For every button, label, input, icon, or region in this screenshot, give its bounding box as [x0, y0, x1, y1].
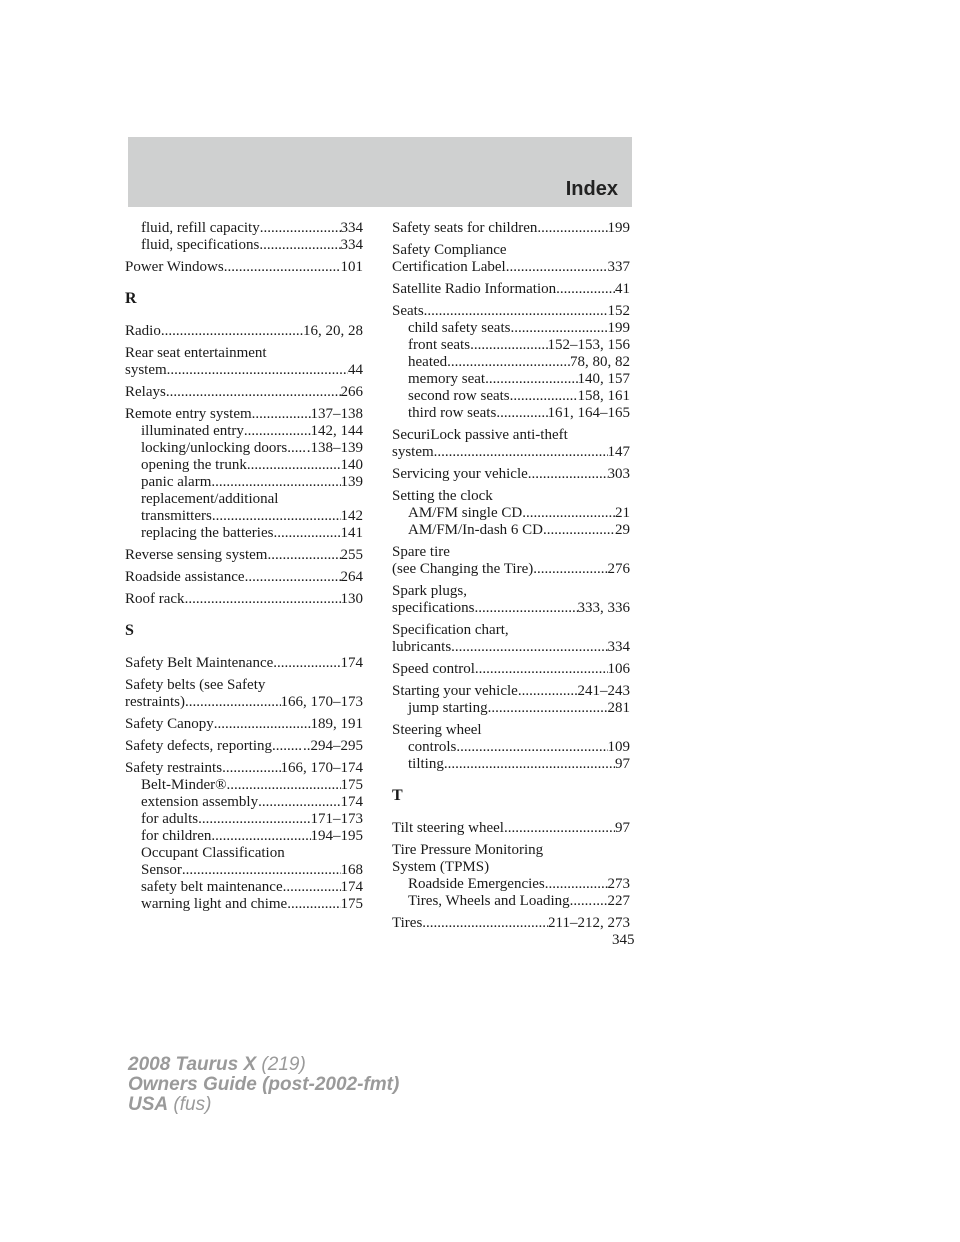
entry-page-ref: 174	[340, 655, 363, 671]
entry-page-ref: 174	[340, 879, 363, 895]
index-entry-line	[392, 639, 630, 656]
entry-text: illuminated entry	[141, 423, 244, 439]
index-entry	[392, 466, 630, 483]
entry-page-ref: 152	[607, 303, 630, 319]
entry-text: Occupant Classification	[141, 845, 285, 861]
entry-page-ref: ....227	[592, 893, 630, 909]
index-subentry-line	[392, 893, 630, 910]
entry-page-ref: 281	[607, 700, 630, 716]
index-entry-line	[392, 600, 630, 617]
index-entry	[392, 303, 630, 422]
entry-text: lubricants	[392, 639, 452, 655]
index-subentry-line	[392, 371, 630, 388]
index-entry	[125, 323, 363, 340]
dot-leader	[252, 406, 311, 423]
entry-page-ref: 273	[607, 876, 630, 892]
dot-leader	[447, 354, 570, 371]
dot-leader	[244, 423, 311, 440]
index-entry	[125, 406, 363, 542]
dot-leader	[424, 303, 608, 320]
entry-page-ref: 255	[340, 547, 363, 563]
index-entry	[392, 583, 630, 617]
entry-page-ref: 168	[340, 862, 363, 878]
entry-text: Rear seat entertainment	[125, 345, 267, 361]
dot-leader	[222, 760, 280, 777]
index-entry-line	[392, 242, 630, 259]
entry-text: Safety Belt Maintenance	[125, 655, 274, 671]
footer-market-code: (fus)	[168, 1094, 212, 1115]
entry-text: replacement/additional	[141, 491, 279, 507]
index-entry	[392, 281, 630, 298]
dot-leader	[245, 569, 341, 586]
index-entry-line	[125, 547, 363, 564]
index-subentry-line	[125, 525, 363, 542]
entry-page-ref: 97	[615, 820, 630, 836]
dot-leader	[556, 281, 615, 298]
entry-text: Power Windows	[125, 259, 224, 275]
footer-model-code: (219)	[256, 1054, 306, 1075]
dot-leader	[510, 388, 578, 405]
entry-page-ref: 334	[607, 639, 630, 655]
entry-text: locking/unlocking doors	[141, 440, 288, 456]
entry-text: Safety defects, reporting	[125, 738, 273, 754]
entry-page-ref: 175	[340, 896, 363, 912]
dot-leader	[482, 722, 630, 739]
index-subentry-line	[125, 794, 363, 811]
index-subentry-line	[125, 457, 363, 474]
entry-page-ref: 109	[607, 739, 630, 755]
entry-text: Safety Canopy	[125, 716, 214, 732]
entry-page-ref: 303	[607, 466, 630, 482]
index-entry	[125, 569, 363, 586]
entry-text: Remote entry system	[125, 406, 252, 422]
entry-text: Tires	[392, 915, 423, 931]
index-entry	[125, 760, 363, 913]
index-entry-line	[125, 677, 363, 694]
index-subentry-line	[392, 388, 630, 405]
dot-leader	[259, 237, 340, 254]
footer-market: USA	[128, 1094, 169, 1115]
entry-text: Safety restraints	[125, 760, 223, 776]
entry-page-ref: 333, 336	[577, 600, 630, 616]
entry-page-ref: ..294–295	[303, 738, 363, 754]
dot-leader	[273, 655, 340, 672]
index-entry-line	[392, 544, 630, 561]
index-entry-line	[125, 694, 363, 711]
index-subentry-line	[125, 896, 363, 913]
entry-page-ref: 199	[607, 320, 630, 336]
dot-leader	[198, 811, 310, 828]
index-entry-line	[125, 738, 363, 755]
index-subentry-line	[125, 220, 363, 237]
entry-text: system	[392, 444, 434, 460]
entry-page-ref: 199	[607, 220, 630, 236]
entry-text: Spare tire	[392, 544, 450, 560]
index-subentry-line	[125, 845, 363, 862]
index-subentry-line	[125, 423, 363, 440]
index-subentry-line	[392, 320, 630, 337]
entry-text: Starting your vehicle	[392, 683, 518, 699]
dot-leader	[456, 739, 607, 756]
index-entry-line	[392, 561, 630, 578]
section-title: Index	[565, 178, 618, 200]
index-entry-line	[392, 427, 630, 444]
entry-page-ref: 241–243	[577, 683, 630, 699]
page-number: 345	[612, 932, 635, 948]
entry-page-ref: 189, 191	[310, 716, 363, 732]
index-entry-line	[392, 842, 630, 859]
dot-leader	[434, 444, 608, 461]
index-entry	[125, 591, 363, 608]
index-entry-line	[392, 466, 630, 483]
entry-text: Sensor	[141, 862, 182, 878]
index-subentry-line	[392, 354, 630, 371]
index-letter-heading: R	[125, 290, 137, 307]
index-subentry-line	[125, 828, 363, 845]
dot-leader	[260, 220, 341, 237]
entry-page-ref: 140, 157	[577, 371, 630, 387]
entry-page-ref: 166, 170–174	[280, 760, 363, 776]
dot-leader	[227, 777, 341, 794]
dot-leader	[287, 440, 307, 457]
index-entry-line	[125, 259, 363, 276]
index-subentry-line	[392, 337, 630, 354]
dot-leader	[489, 859, 630, 876]
dot-leader	[450, 544, 630, 561]
entry-text: warning light and chime	[141, 896, 288, 912]
entry-text: Servicing your vehicle	[392, 466, 528, 482]
entry-page-ref: 334	[340, 220, 363, 236]
entry-text: for adults	[141, 811, 199, 827]
entry-text: Radio	[125, 323, 161, 339]
entry-text: opening the trunk	[141, 457, 247, 473]
dot-leader	[528, 466, 608, 483]
index-subentry-line	[125, 777, 363, 794]
index-subentry-line	[392, 522, 630, 539]
entry-page-ref: 337	[607, 259, 630, 275]
entry-text: Safety belts (see Safety	[125, 677, 266, 693]
index-entry	[392, 242, 630, 276]
document-footer	[128, 1055, 399, 1115]
index-entry	[392, 722, 630, 773]
index-entry-line	[392, 220, 630, 237]
index-entry	[392, 683, 630, 717]
index-entry-line	[125, 591, 363, 608]
entry-text: front seats	[408, 337, 471, 353]
index-subentry-line	[125, 237, 363, 254]
entry-page-ref: 158, 161	[577, 388, 630, 404]
index-entry	[125, 738, 363, 755]
index-entry	[125, 345, 363, 379]
entry-text: fluid, specifications	[141, 237, 260, 253]
entry-text: fluid, refill capacity	[141, 220, 260, 236]
entry-text: for children	[141, 828, 212, 844]
index-entry	[125, 384, 363, 401]
dot-leader	[422, 915, 548, 932]
dot-leader	[507, 242, 630, 259]
dot-leader	[182, 862, 341, 879]
entry-text: extension assembly	[141, 794, 259, 810]
index-entry-line	[392, 722, 630, 739]
entry-page-ref: 166, 170–173	[280, 694, 363, 710]
index-entry-line	[125, 362, 363, 379]
index-subentry-line	[125, 811, 363, 828]
dot-leader	[161, 323, 303, 340]
entry-text: child safety seats	[408, 320, 511, 336]
dot-leader	[247, 457, 341, 474]
dot-leader	[467, 583, 630, 600]
index-entry	[392, 842, 630, 910]
dot-leader	[543, 842, 630, 859]
entry-text: replacing the batteries	[141, 525, 274, 541]
entry-text: Steering wheel	[392, 722, 482, 738]
dot-leader	[506, 259, 608, 276]
entry-text: system	[125, 362, 167, 378]
index-entry	[392, 544, 630, 578]
index-entry	[125, 220, 363, 254]
dot-leader	[278, 491, 363, 508]
entry-text: Specification chart,	[392, 622, 509, 638]
dot-leader	[496, 405, 547, 422]
dot-leader	[273, 525, 340, 542]
entry-text: SecuriLock passive anti-theft	[392, 427, 568, 443]
entry-text: specifications	[392, 600, 475, 616]
dot-leader	[283, 879, 341, 896]
index-letter-heading: S	[125, 622, 134, 639]
entry-text: Roof rack	[125, 591, 185, 607]
entry-text: safety belt maintenance	[141, 879, 283, 895]
entry-page-ref: 21	[615, 505, 630, 521]
footer-model: 2008 Taurus X	[128, 1054, 257, 1075]
entry-text: Safety Compliance	[392, 242, 507, 258]
index-entry-line	[392, 281, 630, 298]
entry-text: restraints)	[125, 694, 185, 710]
entry-text: Tilt steering wheel	[392, 820, 504, 836]
index-entry-line	[392, 444, 630, 461]
index-entry	[392, 488, 630, 539]
entry-page-ref: 152–153, 156	[547, 337, 630, 353]
dot-leader	[224, 259, 341, 276]
entry-text: Roadside Emergencies	[408, 876, 545, 892]
entry-page-ref: 137–138	[310, 406, 363, 422]
index-entry-line	[392, 303, 630, 320]
index-entry	[392, 820, 630, 837]
index-entry	[392, 427, 630, 461]
entry-page-ref: 78, 80, 82	[570, 354, 630, 370]
dot-leader	[518, 683, 578, 700]
entry-page-ref: 16, 20, 28	[303, 323, 363, 339]
entry-text: Setting the clock	[392, 488, 493, 504]
index-entry-line	[392, 661, 630, 678]
dot-leader	[533, 561, 607, 578]
index-entry-line	[392, 915, 630, 932]
index-entry-line	[125, 345, 363, 362]
index-subentry-line	[125, 491, 363, 508]
index-entry	[392, 915, 630, 932]
dot-leader	[474, 600, 577, 617]
index-entry-line	[125, 384, 363, 401]
index-entry	[125, 655, 363, 672]
index-subentry-line	[392, 876, 630, 893]
entry-page-ref: 276	[607, 561, 630, 577]
index-entry-line	[392, 622, 630, 639]
dot-leader	[265, 677, 363, 694]
entry-page-ref: 161, 164–165	[547, 405, 630, 421]
entry-text: Spark plugs,	[392, 583, 467, 599]
dot-leader	[510, 320, 607, 337]
entry-page-ref: 147	[607, 444, 630, 460]
dot-leader	[509, 622, 630, 639]
entry-text: third row seats	[408, 405, 497, 421]
dot-leader	[258, 794, 340, 811]
entry-text: Relays	[125, 384, 166, 400]
dot-leader	[285, 845, 363, 862]
entry-page-ref: 97	[615, 756, 630, 772]
index-subentry-line	[392, 505, 630, 522]
entry-text: Tire Pressure Monitoring	[392, 842, 544, 858]
entry-page-ref: 106	[607, 661, 630, 677]
index-entry	[125, 716, 363, 733]
entry-text: Seats	[392, 303, 424, 319]
dot-leader	[451, 639, 607, 656]
entry-page-ref: 44	[348, 362, 363, 378]
index-entry	[125, 547, 363, 564]
dot-leader	[185, 694, 281, 711]
index-column-left	[125, 220, 363, 918]
dot-leader	[537, 220, 607, 237]
index-subentry-line	[392, 739, 630, 756]
entry-text: transmitters	[141, 508, 212, 524]
dot-leader	[272, 738, 303, 755]
entry-text: Safety seats for children	[392, 220, 538, 236]
index-subentry-line	[392, 700, 630, 717]
dot-leader	[214, 716, 311, 733]
entry-text: System (TPMS)	[392, 859, 490, 875]
dot-leader	[470, 337, 547, 354]
index-entry	[392, 622, 630, 656]
dot-leader	[475, 661, 608, 678]
entry-text: Reverse sensing system	[125, 547, 268, 563]
dot-leader	[568, 427, 630, 444]
dot-leader	[543, 522, 615, 539]
entry-page-ref: 211–212, 273	[548, 915, 630, 931]
entry-page-ref: 174	[340, 794, 363, 810]
entry-page-ref: 334	[340, 237, 363, 253]
entry-page-ref: 142	[340, 508, 363, 524]
entry-page-ref: 41	[615, 281, 630, 297]
index-entry-line	[125, 760, 363, 777]
entry-text: second row seats	[408, 388, 510, 404]
dot-leader	[185, 591, 341, 608]
index-entry-line	[392, 583, 630, 600]
entry-page-ref: 141	[340, 525, 363, 541]
footer-guide: Owners Guide (post-2002-fmt)	[128, 1074, 400, 1095]
index-entry-line	[392, 820, 630, 837]
entry-page-ref: 264	[340, 569, 363, 585]
section-header	[128, 137, 632, 207]
dot-leader	[211, 474, 340, 491]
entry-text: panic alarm	[141, 474, 212, 490]
dot-leader	[211, 828, 310, 845]
entry-page-ref: 266	[340, 384, 363, 400]
index-entry-line	[392, 859, 630, 876]
entry-page-ref: 130	[340, 591, 363, 607]
index-entry	[125, 677, 363, 711]
index-column-right	[392, 220, 630, 937]
entry-page-ref: 142, 144	[310, 423, 363, 439]
index-letter-heading: T	[392, 787, 403, 804]
index-entry-line	[392, 683, 630, 700]
index-entry-line	[125, 406, 363, 423]
entry-page-ref: 171–173	[310, 811, 363, 827]
entry-text: Certification Label	[392, 259, 506, 275]
entry-text: tilting	[408, 756, 444, 772]
dot-leader	[570, 893, 593, 910]
index-entry-line	[125, 323, 363, 340]
entry-page-ref: 139	[340, 474, 363, 490]
index-subentry-line	[125, 879, 363, 896]
index-subentry-line	[125, 474, 363, 491]
entry-text: Satellite Radio Information	[392, 281, 557, 297]
index-entry-line	[125, 716, 363, 733]
dot-leader	[504, 820, 615, 837]
entry-text: jump starting	[408, 700, 488, 716]
index-entry	[125, 259, 363, 276]
index-entry	[392, 661, 630, 678]
entry-text: (see Changing the Tire)	[392, 561, 534, 577]
index-subentry-line	[125, 440, 363, 457]
entry-text: controls	[408, 739, 457, 755]
dot-leader	[267, 345, 363, 362]
entry-text: heated	[408, 354, 448, 370]
dot-leader	[522, 505, 615, 522]
index-entry-line	[125, 655, 363, 672]
dot-leader	[493, 488, 630, 505]
entry-text: AM/FM single CD	[408, 505, 523, 521]
entry-text: Speed control	[392, 661, 475, 677]
entry-page-ref: 140	[340, 457, 363, 473]
dot-leader	[444, 756, 615, 773]
index-subentry-line	[392, 405, 630, 422]
entry-text: Roadside assistance	[125, 569, 245, 585]
entry-page-ref: 175	[340, 777, 363, 793]
dot-leader	[488, 700, 608, 717]
dot-leader	[166, 384, 341, 401]
dot-leader	[287, 896, 340, 913]
dot-leader	[267, 547, 340, 564]
index-subentry-line	[392, 756, 630, 773]
dot-leader	[212, 508, 341, 525]
dot-leader	[167, 362, 348, 379]
entry-text: Belt-Minder®	[141, 777, 227, 793]
entry-page-ref: 29	[615, 522, 630, 538]
entry-page-ref: .138–139	[306, 440, 363, 456]
index-entry-line	[392, 259, 630, 276]
index-entry	[392, 220, 630, 237]
index-entry-line	[392, 488, 630, 505]
index-entry-line	[125, 569, 363, 586]
entry-text: memory seat	[408, 371, 486, 387]
index-subentry-line	[125, 508, 363, 525]
entry-text: AM/FM/In-dash 6 CD	[408, 522, 544, 538]
entry-page-ref: 101	[340, 259, 363, 275]
index-subentry-line	[125, 862, 363, 879]
dot-leader	[545, 876, 608, 893]
entry-text: Tires, Wheels and Loading	[408, 893, 570, 909]
entry-page-ref: 194–195	[310, 828, 363, 844]
dot-leader	[485, 371, 577, 388]
